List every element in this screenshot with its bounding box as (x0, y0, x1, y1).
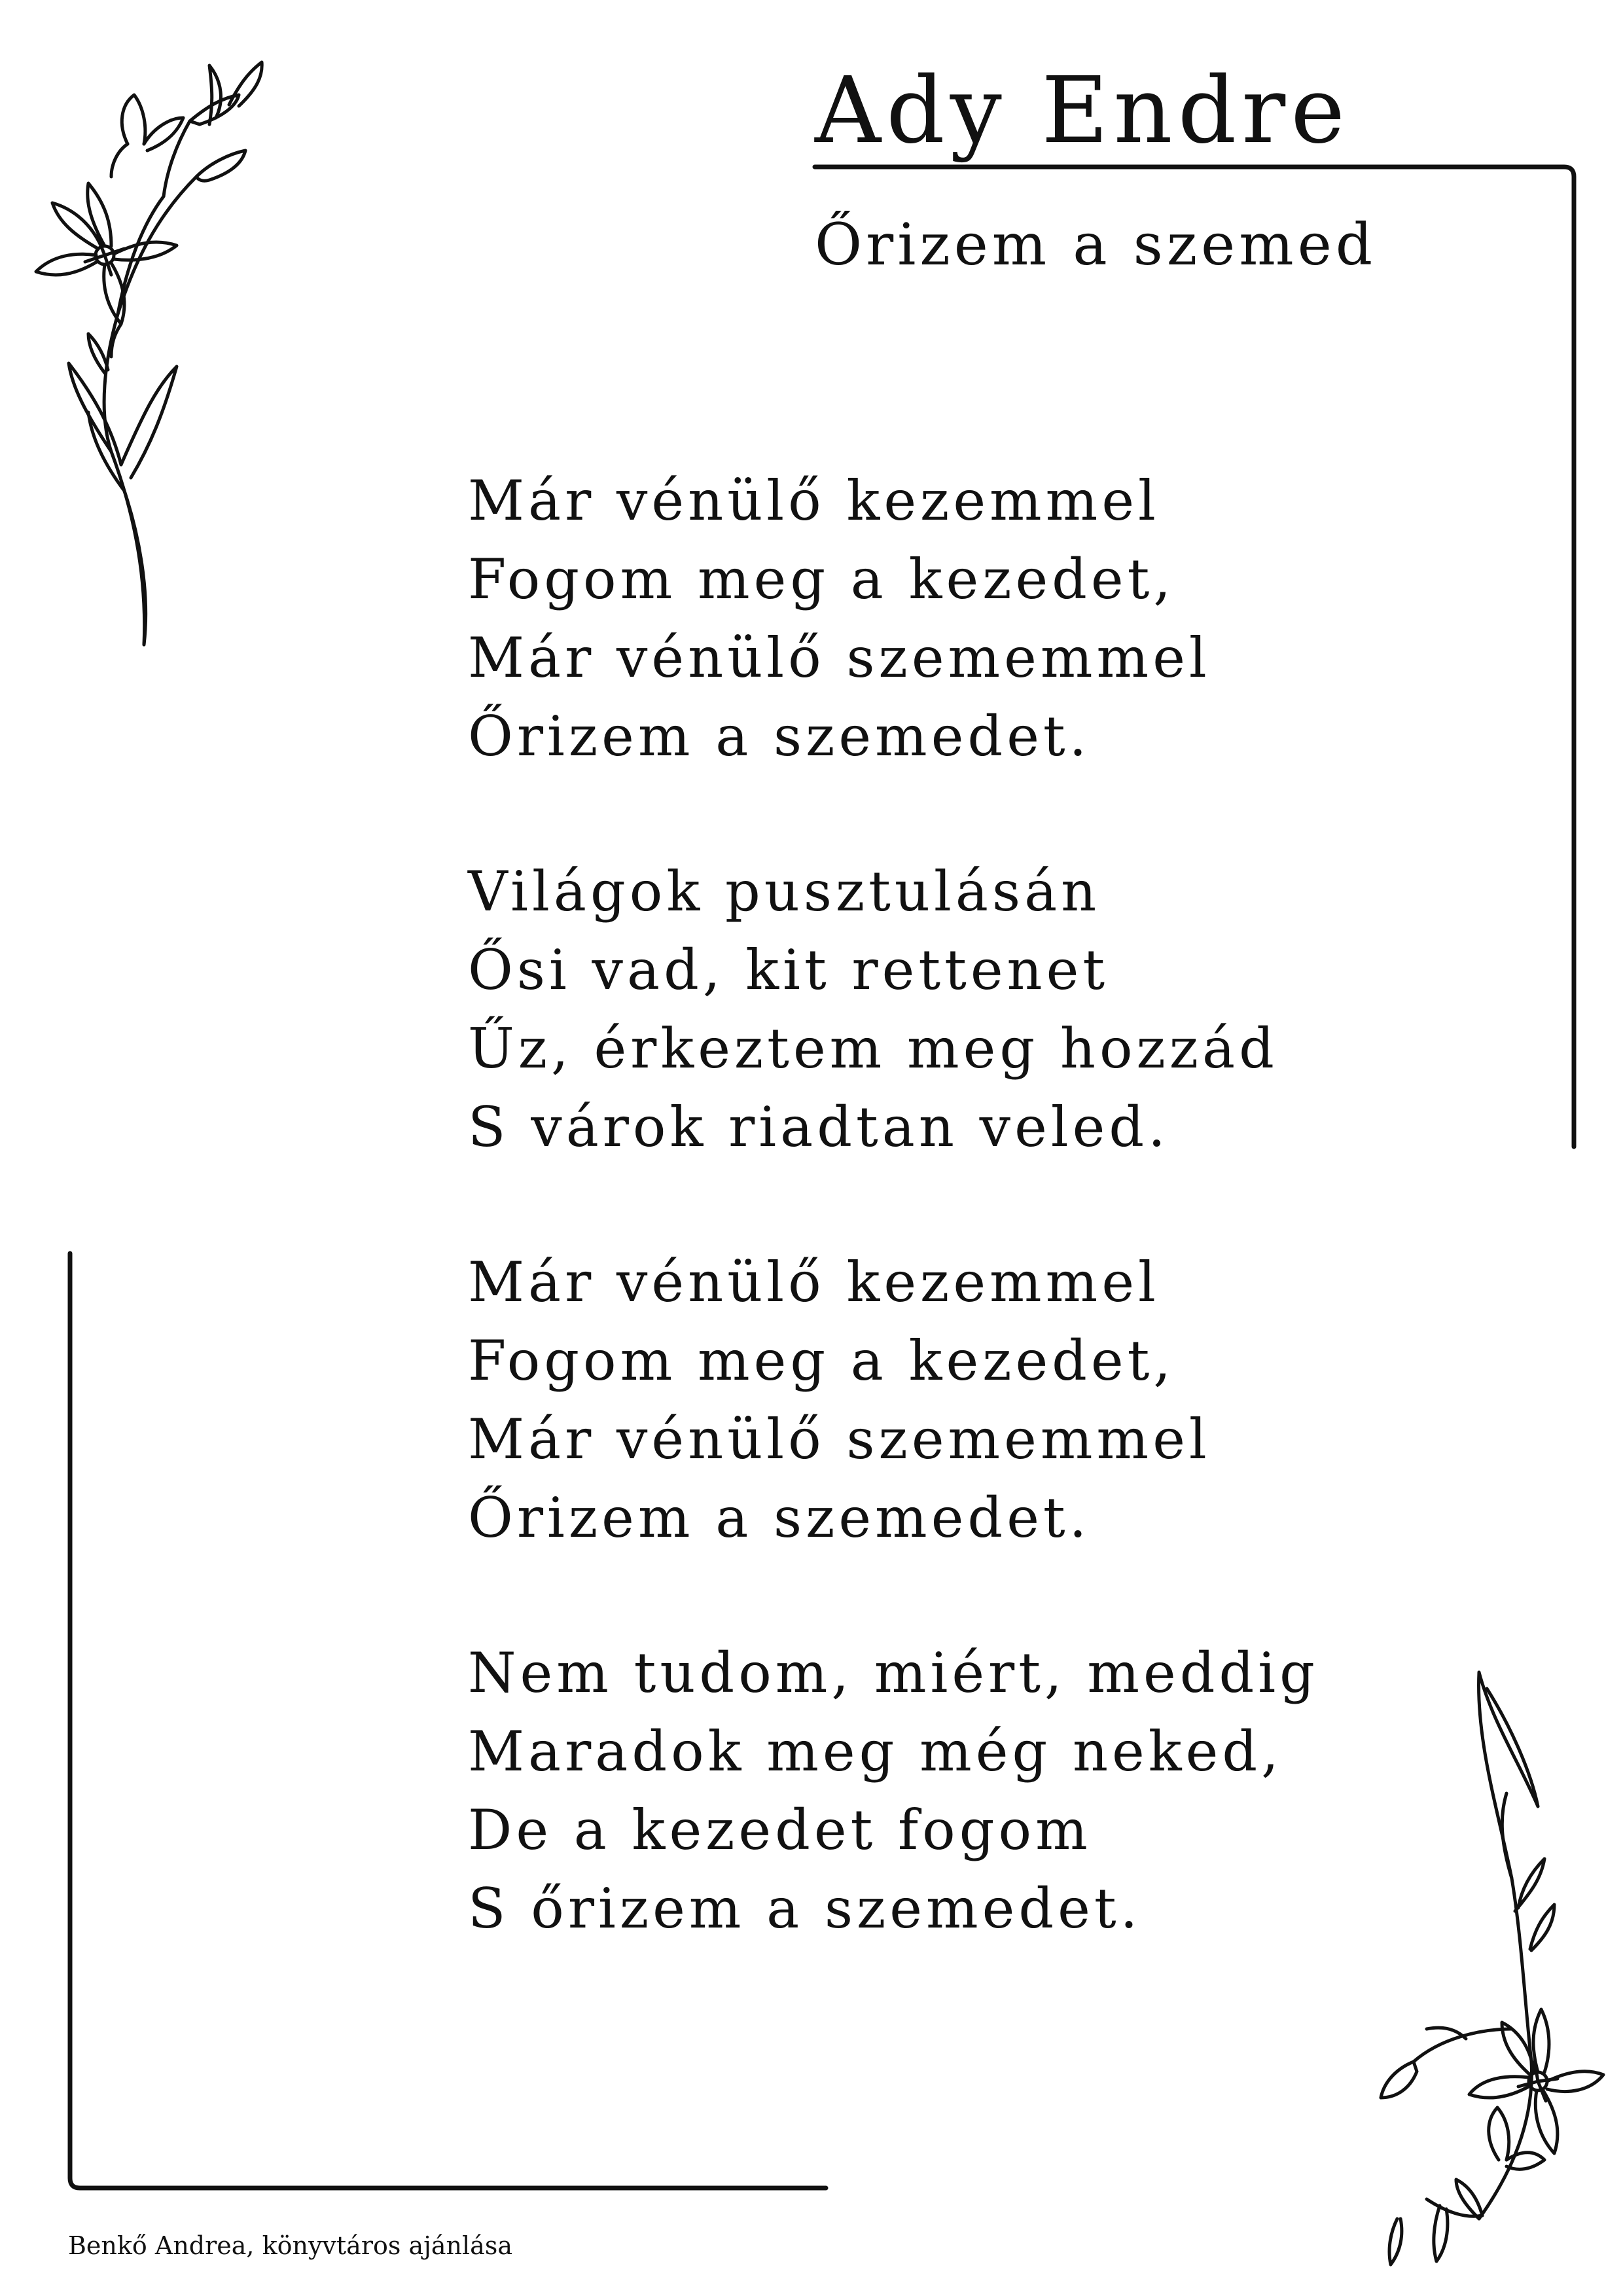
poem-line: Világok pusztulásán (468, 859, 1101, 924)
poem-line: S őrizem a szemedet. (468, 1876, 1142, 1941)
poem-line: Már vénülő szememmel (468, 626, 1211, 690)
poem-line: Őrizem a szemedet. (468, 1486, 1091, 1550)
poem-line: Már vénülő kezemmel (468, 469, 1160, 533)
poem-author: Ady Endre (815, 58, 1351, 164)
footer-credit: Benkő Andrea, könyvtáros ajánlása (68, 2231, 512, 2260)
stanza-2 (468, 852, 1319, 1166)
poem-line: Nem tudom, miért, meddig (468, 1641, 1319, 1705)
poem-line: Fogom meg a kezedet, (468, 1329, 1175, 1393)
poem-line: Ősi vad, kit rettenet (468, 938, 1109, 1002)
poem-line: Őrizem a szemedet. (468, 704, 1091, 768)
stanza-4 (468, 1634, 1319, 1948)
top-left-flower-illustration (13, 46, 294, 661)
poem-line: Már vénülő szememmel (468, 1407, 1211, 1471)
poem-line: Fogom meg a kezedet, (468, 547, 1175, 611)
poem-body (468, 461, 1319, 2024)
poem-line: De a kezedet fogom (468, 1798, 1092, 1862)
bottom-right-flower-illustration (1335, 1662, 1610, 2278)
poem-line: S várok riadtan veled. (468, 1095, 1169, 1159)
stanza-1 (468, 461, 1319, 776)
poem-line: Űz, érkeztem meg hozzád (468, 1016, 1278, 1081)
poem-line: Maradok meg még neked, (468, 1719, 1283, 1784)
poem-line: Már vénülő kezemmel (468, 1250, 1160, 1314)
stanza-3 (468, 1243, 1319, 1557)
poem-title: Őrizem a szemed (815, 211, 1377, 278)
